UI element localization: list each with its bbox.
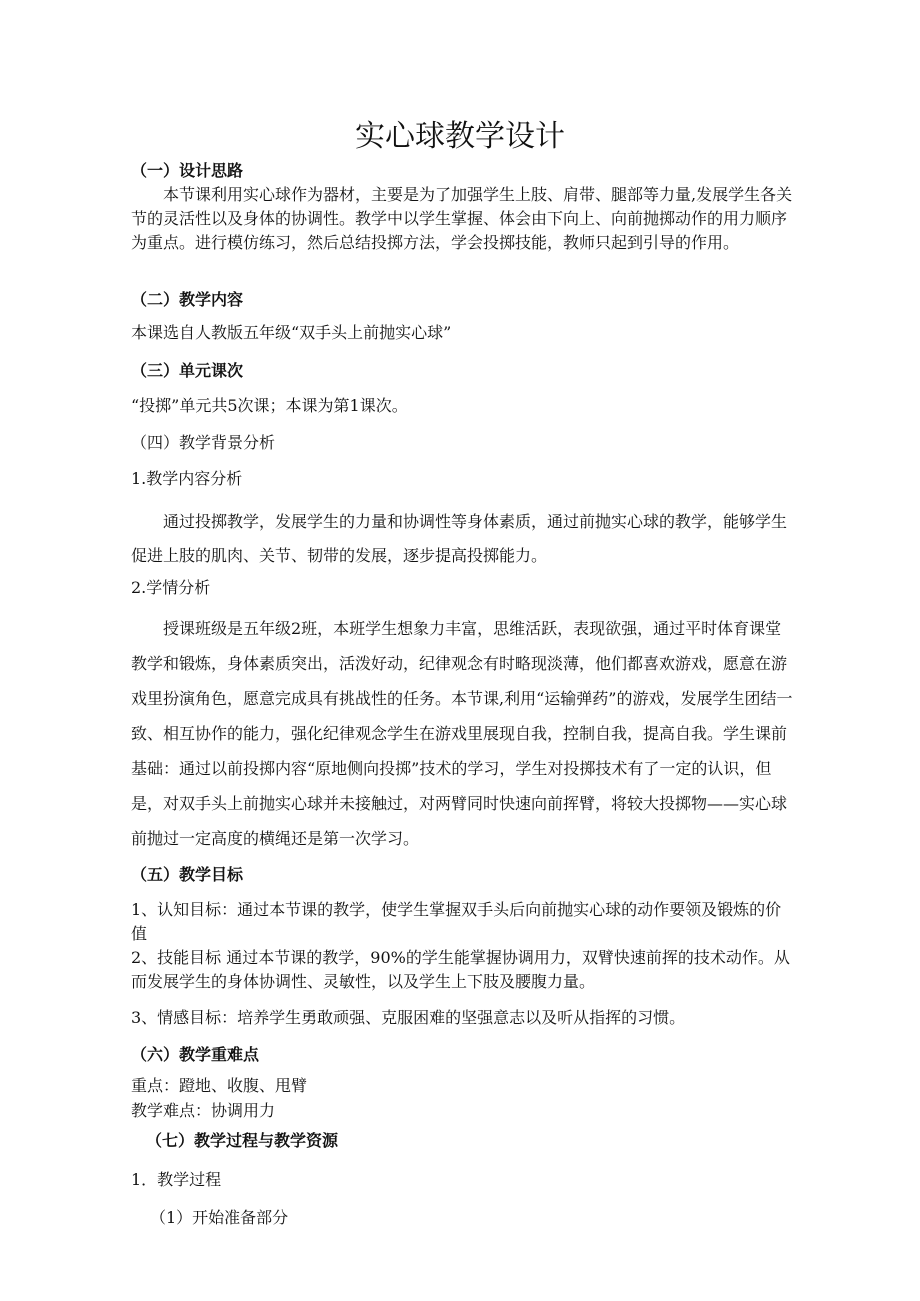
difficulty-text: 教学难点：协调用力 bbox=[131, 1101, 276, 1120]
page-title: 实心球教学设计 bbox=[355, 119, 565, 154]
process-item-1a: （1）开始准备部分 bbox=[150, 1208, 289, 1227]
content-text: 本课选自人教版五年级“双手头上前抛实心球” bbox=[131, 323, 452, 342]
key-point-text: 重点：蹬地、收腹、甩臂 bbox=[131, 1076, 308, 1095]
goal-emotional: 3、情感目标：培养学生勇敢顽强、克服困难的坚强意志以及听从指挥的习惯。 bbox=[131, 1008, 686, 1027]
learner-analysis-heading: 2.学情分析 bbox=[131, 578, 211, 597]
section-heading-design-idea: （一）设计思路 bbox=[131, 161, 244, 180]
section-heading-goals: （五）教学目标 bbox=[131, 865, 244, 884]
content-analysis-paragraph: 通过投掷教学，发展学生的力量和协调性等身体素质，通过前抛实心球的教学，能够学生促进上肢的肌肉、关节、韧带的发展，逐步提高投掷能力。 bbox=[131, 512, 788, 565]
content-analysis-heading: 1.教学内容分析 bbox=[131, 469, 243, 488]
goal-skill: 2、技能目标 通过本节课的教学，90%的学生能掌握协调用力，双臂快速前挥的技术动作。从而发展学生的身体协调性、灵敏性，以及学生上下肢及腰腹力量。 bbox=[131, 948, 790, 991]
learner-analysis-paragraph: 授课班级是五年级2班，本班学生想象力丰富，思维活跃，表现欲强，通过平时体育课堂教学和锻炼，身体素质突出，活泼好动，纪律观念有时略现淡薄，他们都喜欢游戏，愿意在游戏里扮演角色，愿意完成具有挑战性的任务。本节课,利用“运输弹药”的游戏，发展学生团结一致、相互协作的能力，强化纪律观念学生在游戏里展现自我，控制自我，提高自我。学生课前基础：通过以前投掷内容“原地侧向投掷”技术的学习，学生对投掷技术有了一定的认识，但是，对双手头上前抛实心球并未接触过，对两臂同时快速向前挥臂，将较大投掷物——实心球前抛过一定高度的横绳还是第一次学习。 bbox=[131, 619, 793, 848]
process-item-1: 1．教学过程 bbox=[131, 1170, 222, 1189]
design-idea-paragraph: 本节课利用实心球作为器材，主要是为了加强学生上肢、肩带、腿部等力量,发展学生各关节的灵活性以及身体的协调性。教学中以学生掌握、体会由下向上、向前抛掷动作的用力顺序为重点。进行模仿练习，然后总结投掷方法，学会投掷技能，教师只起到引导的作用。 bbox=[131, 185, 793, 252]
section-heading-unit: （三）单元课次 bbox=[131, 361, 244, 380]
section-heading-background: （四）教学背景分析 bbox=[131, 433, 276, 452]
section-heading-content: （二）教学内容 bbox=[131, 290, 244, 309]
goal-cognitive: 1、认知目标：通过本节课的教学，使学生掌握双手头后向前抛实心球的动作要领及锻炼的价值 bbox=[131, 900, 782, 943]
section-heading-process: （七）教学过程与教学资源 bbox=[146, 1131, 339, 1150]
unit-text: “投掷”单元共5次课；本课为第1课次。 bbox=[131, 396, 408, 415]
section-heading-key-points: （六）教学重难点 bbox=[131, 1045, 260, 1064]
